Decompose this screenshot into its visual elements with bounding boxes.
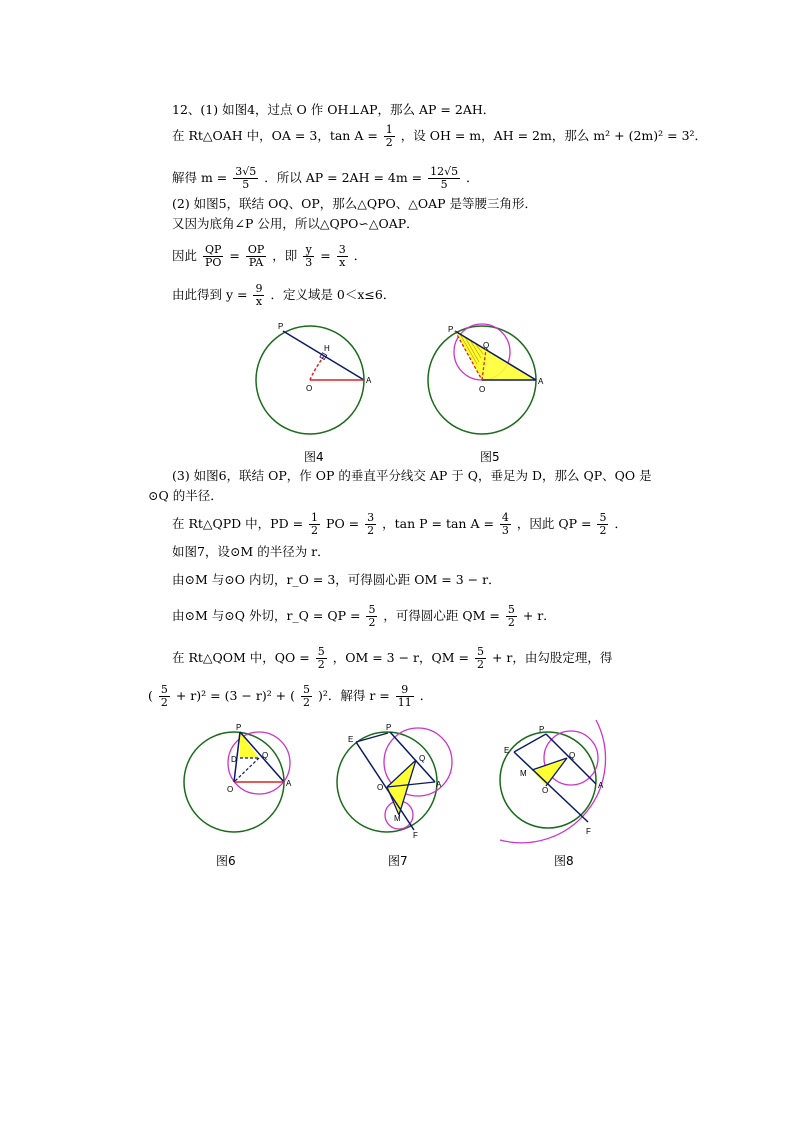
figure-5	[422, 318, 552, 444]
label-f: F	[586, 827, 591, 836]
label-o: O	[542, 786, 549, 795]
label-a: A	[286, 779, 292, 788]
label-o: O	[227, 785, 234, 794]
label-o: O	[479, 385, 486, 394]
label-p: P	[236, 723, 242, 732]
label-a: A	[598, 781, 604, 790]
label-h: H	[324, 344, 330, 353]
label-m: M	[520, 769, 527, 778]
solution-line-4: (2) 如图5，联结 OQ、OP，那么△QPO、△OAP 是等腰三角形．	[172, 196, 538, 211]
solution-line-13: 由⊙M 与⊙Q 外切，r_Q = QP = $\frac{5}{2}$ ，可得圆心距 QM = $\frac{5}{2}$ + r．	[172, 603, 556, 629]
label-o: O	[306, 384, 313, 393]
label-p: P	[448, 325, 454, 334]
solution-line-7: 由此得到 y = $\frac{9}{x}$ ．定义域是 0＜x≤6．	[172, 282, 396, 308]
solution-line-5: 又因为底角∠P 公用，所以△QPO∽△OAP．	[172, 216, 419, 231]
label-f: F	[413, 831, 418, 840]
label-a: A	[366, 376, 372, 385]
label-p: P	[386, 723, 392, 732]
solution-line-2: 在 Rt△OAH 中，OA = 3，tan A = $\frac{1}{2}$ ，设 OH = m，AH = 2m，那么 m² + (2m)² = 3²．	[172, 123, 708, 149]
figure-4	[250, 318, 380, 444]
solution-line-14: 在 Rt△QOM 中，QO = $\frac{5}{2}$ ，OM = 3 − r，QM = $\frac{5}{2}$ + r，由勾股定理，得	[172, 645, 613, 671]
figure-6	[180, 720, 305, 840]
solution-line-8: (3) 如图6，联结 OP，作 OP 的垂直平分线交 AP 于 Q，垂足为 D，那么 QP、QO 是	[172, 468, 652, 483]
segment-ef	[514, 752, 588, 822]
label-m: M	[394, 814, 401, 823]
label-e: E	[348, 735, 354, 744]
figure-8	[492, 712, 622, 847]
solution-line-15: ( $\frac{5}{2}$ + r)² = (3 − r)² + ( $\frac{5}{2}$ )²．解得 r = $\frac{9}{11}$ ．	[148, 683, 433, 709]
solution-line-10: 在 Rt△QPD 中，PD = $\frac{1}{2}$ PO = $\frac{3}{2}$ ，tan P = tan A = $\frac{4}{3}$ ，因此 QP = $\frac{5}{2}$ ．	[172, 511, 627, 537]
solution-line-11: 如图7，设⊙M 的半径为 r．	[172, 544, 330, 559]
segment-ep	[514, 734, 546, 752]
figure-7	[328, 720, 463, 845]
label-q: Q	[262, 751, 269, 760]
solution-line-1: 12、(1) 如图4，过点 O 作 OH⊥AP，那么 AP = 2AH．	[172, 102, 496, 117]
figure-5-caption: 图5	[480, 450, 500, 464]
segment-pa	[283, 331, 364, 380]
label-a: A	[538, 377, 544, 386]
solution-line-12: 由⊙M 与⊙O 内切，r_O = 3，可得圆心距 OM = 3 − r．	[172, 572, 501, 587]
label-p: P	[278, 322, 284, 331]
figure-8-caption: 图8	[554, 854, 574, 868]
label-q: Q	[483, 341, 490, 350]
label-e: E	[504, 746, 510, 755]
segment-oh	[310, 356, 324, 380]
label-q: Q	[419, 754, 426, 763]
label-p: P	[539, 725, 545, 734]
label-o: O	[377, 783, 384, 792]
figure-6-caption: 图6	[216, 854, 236, 868]
figure-4-caption: 图4	[304, 450, 324, 464]
solution-line-3: 解得 m = $\frac{3√5}{5}$ ．所以 AP = 2AH = 4m = $\frac{12√5}{5}$ ．	[172, 165, 479, 191]
label-a: A	[436, 780, 442, 789]
figure-7-caption: 图7	[388, 854, 408, 868]
label-d: D	[231, 755, 237, 764]
solution-line-6: 因此 $\frac{QP}{PO}$ = $\frac{OP}{PA}$ ，即 $\frac{y}{3}$ = $\frac{3}{x}$ ．	[172, 243, 367, 269]
segment-qo	[234, 758, 259, 782]
label-q: Q	[569, 751, 576, 760]
solution-line-9: ⊙Q 的半径．	[148, 488, 223, 503]
